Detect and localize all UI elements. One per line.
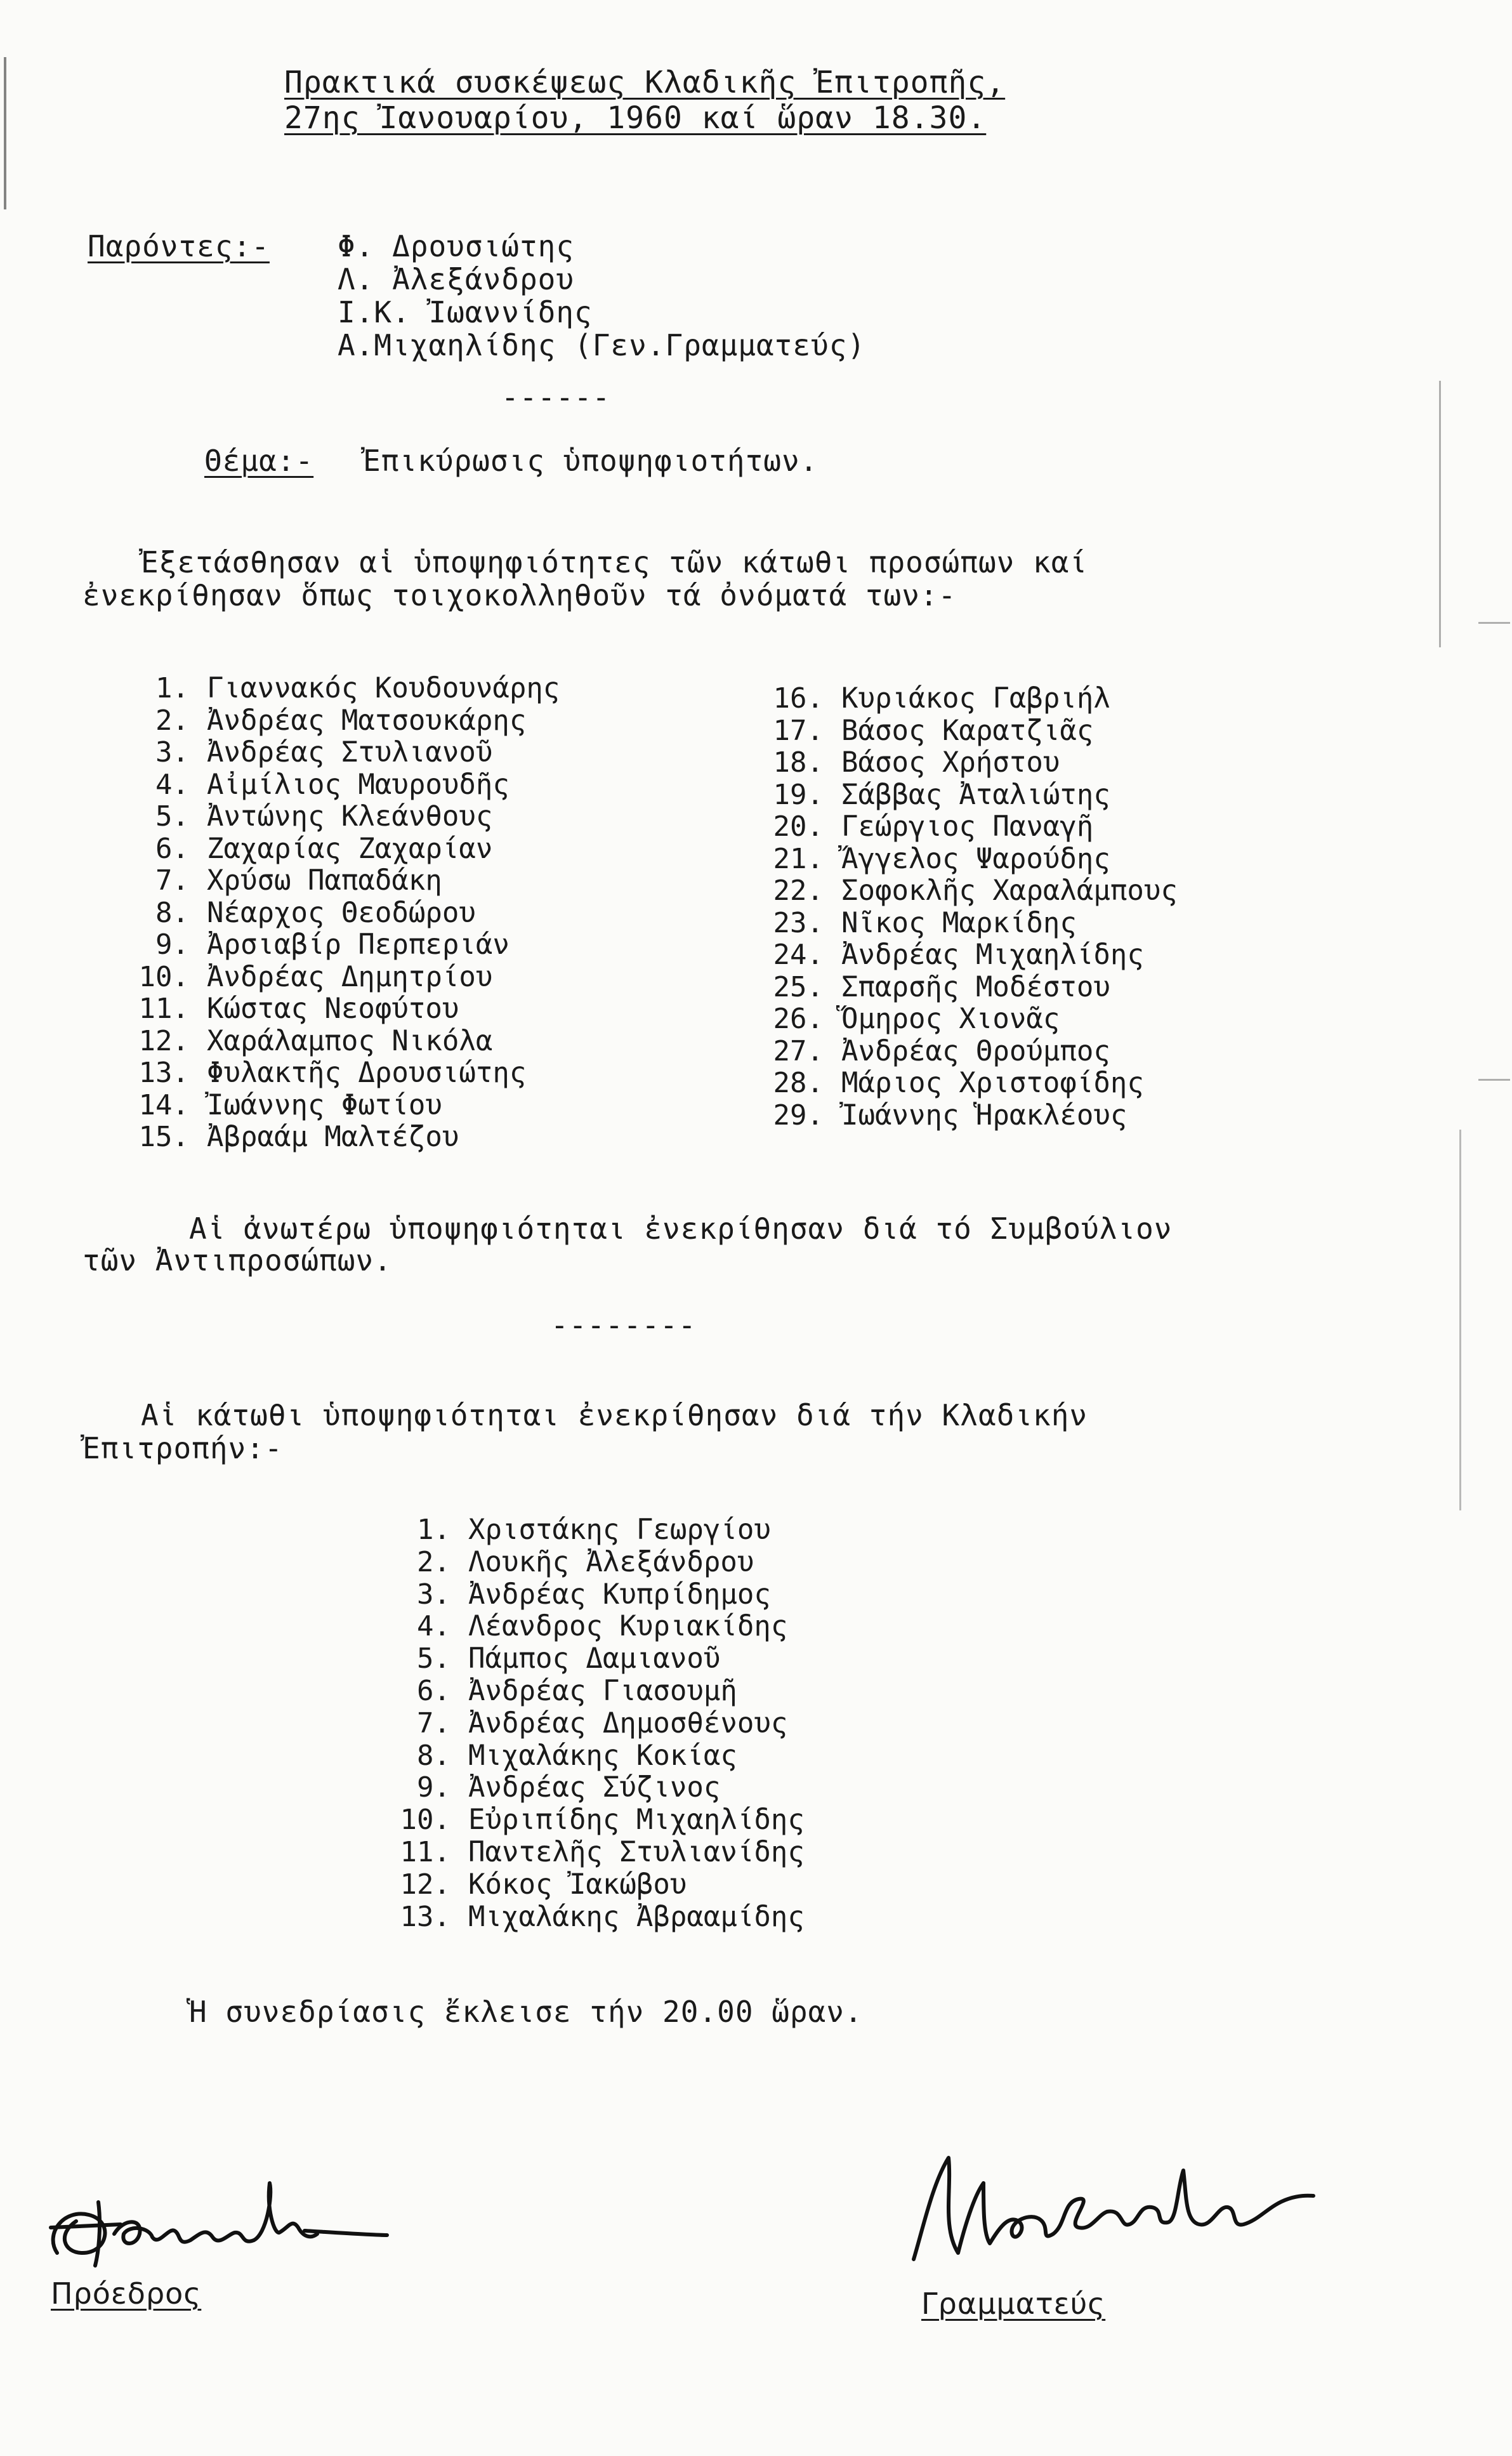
- scan-edge-mark: [1439, 381, 1441, 647]
- present-divider: ------: [501, 380, 611, 414]
- list-item: 4. Λέανδρος Κυριακίδης: [417, 1610, 788, 1643]
- list-item: 16. Κυριάκος Γαβριήλ: [773, 682, 1110, 715]
- signature-drawing: [888, 2132, 1320, 2285]
- candidates-right-list: [760, 683, 1395, 1132]
- list-item: 15. Ἀβραάμ Μαλτέζου: [138, 1121, 459, 1153]
- list-item: 5. Ἀντώνης Κλεάνθους: [155, 800, 493, 833]
- list-item: 24. Ἀνδρέας Μιχαηλίδης: [773, 939, 1144, 971]
- closing-text: Ἡ συνεδρίασις ἔκλεισε τήν 20.00 ὥραν.: [189, 1995, 863, 2029]
- scan-edge-mark: [1478, 1079, 1510, 1081]
- list-item: 21. Ἄγγελος Ψαρούδης: [773, 842, 1110, 875]
- list-item: 22. Σοφοκλῆς Χαραλάμπους: [773, 875, 1178, 907]
- secretary-label: Γραμματεύς: [921, 2287, 1106, 2321]
- scan-edge-mark: [4, 57, 6, 209]
- present-label: Παρόντες:-: [88, 229, 270, 263]
- present-name: Α.Μιχαηλίδης (Γεν.Γραμματεύς): [338, 328, 866, 362]
- list-item: 19. Σάββας Ἀταλιώτης: [773, 778, 1110, 811]
- candidates-left-list: [126, 673, 709, 1154]
- present-name: Φ. Δρουσιώτης: [338, 229, 575, 263]
- signature-drawing: [38, 2158, 393, 2285]
- committee-list: [393, 1514, 964, 1933]
- approval1-line2: τῶν Ἀντιπροσώπων.: [82, 1243, 392, 1278]
- approval1-line1: Αἱ ἀνωτέρω ὑποψηφιότηται ἐνεκρίθησαν διά τό Συμβούλιον: [189, 1211, 1173, 1246]
- list-item: 2. Λουκῆς Ἀλεξάνδρου: [417, 1545, 754, 1578]
- document-title-line2: 27ης Ἰανουαρίου, 1960 καί ὥραν 18.30.: [284, 100, 987, 136]
- list-item: 6. Ζαχαρίας Ζαχαρίαν: [155, 832, 493, 865]
- list-item: 4. Αἰμίλιος Μαυρουδῆς: [155, 768, 509, 801]
- list-item: 18. Βάσος Χρήστου: [773, 746, 1060, 779]
- list-item: 13. Φυλακτῆς Δρουσιώτης: [138, 1057, 527, 1089]
- secretary-signature: [888, 2132, 1320, 2285]
- scan-edge-mark: [1459, 1130, 1461, 1510]
- list-item: 13. Μιχαλάκης Ἀβρααμίδης: [400, 1900, 805, 1933]
- list-item: 1. Γιαννακός Κουδουνάρης: [155, 672, 560, 704]
- scan-edge-mark: [1478, 622, 1510, 624]
- list-item: 26. Ὅμηρος Χιονᾶς: [773, 1003, 1060, 1035]
- present-name: Λ. Ἀλεξάνδρου: [338, 262, 575, 296]
- intro-line1: Ἐξετάσθησαν αἱ ὑποψηφιότητες τῶν κάτωθι προσώπων καί: [141, 545, 1088, 579]
- list-item: 28. Μάριος Χριστοφίδης: [773, 1067, 1144, 1099]
- intro-line2: ἐνεκρίθησαν ὅπως τοιχοκολληθοῦν τά ὀνόματά των:-: [82, 578, 957, 612]
- subject-text: Ἐπικύρωσις ὑποψηφιοτήτων.: [363, 444, 818, 478]
- list-item: 9. Ἀνδρέας Σύζινος: [417, 1771, 721, 1804]
- list-item: 7. Ἀνδρέας Δημοσθένους: [417, 1707, 788, 1740]
- list-item: 20. Γεώργιος Παναγῆ: [773, 810, 1094, 843]
- list-item: 5. Πάμπος Δαμιανοῦ: [417, 1642, 721, 1675]
- chairman-label: Πρόεδρος: [51, 2276, 202, 2311]
- list-item: 14. Ἰωάννης Φωτίου: [138, 1088, 442, 1121]
- list-item: 9. Ἀρσιαβίρ Περπεριάν: [155, 928, 509, 961]
- present-name: Ι.Κ. Ἰωαννίδης: [338, 295, 593, 329]
- list-item: 23. Νῖκος Μαρκίδης: [773, 906, 1077, 939]
- list-item: 10. Ἀνδρέας Δημητρίου: [138, 960, 493, 993]
- list-item: 7. Χρύσω Παπαδάκη: [155, 864, 442, 897]
- list-item: 2. Ἀνδρέας Ματσουκάρης: [155, 704, 527, 737]
- list-item: 1. Χριστάκης Γεωργίου: [417, 1514, 771, 1546]
- list-item: 11. Παντελῆς Στυλιανίδης: [400, 1835, 805, 1868]
- list-item: 3. Ἀνδρέας Κυπρίδημος: [417, 1578, 771, 1611]
- list-item: 12. Χαράλαμπος Νικόλα: [138, 1024, 493, 1057]
- list-item: 8. Νέαρχος Θεοδώρου: [155, 896, 476, 929]
- list-item: 17. Βάσος Καρατζιᾶς: [773, 714, 1094, 747]
- list-item: 10. Εὐριπίδης Μιχαηλίδης: [400, 1804, 805, 1837]
- chairman-signature: [38, 2158, 393, 2285]
- list-item: 29. Ἰωάννης Ἡρακλέους: [773, 1099, 1127, 1132]
- document-title-line1: Πρακτικά συσκέψεως Κλαδικῆς Ἐπιτροπῆς,: [284, 65, 1006, 100]
- approval2-line2: Ἐπιτροπήν:-: [82, 1431, 283, 1465]
- section-divider: --------: [551, 1308, 697, 1342]
- list-item: 27. Ἀνδρέας Θρούμπος: [773, 1034, 1110, 1067]
- list-item: 12. Κόκος Ἰακώβου: [400, 1868, 687, 1901]
- list-item: 6. Ἀνδρέας Γιασουμῆ: [417, 1674, 737, 1707]
- list-item: 25. Σπαρσῆς Μοδέστου: [773, 970, 1110, 1003]
- list-item: 8. Μιχαλάκης Κοκίας: [417, 1739, 737, 1772]
- list-item: 11. Κώστας Νεοφύτου: [138, 993, 459, 1025]
- subject-label: Θέμα:-: [204, 444, 314, 478]
- approval2-line1: Αἱ κάτωθι ὑποψηφιότηται ἐνεκρίθησαν διά τήν Κλαδικήν: [141, 1398, 1088, 1432]
- list-item: 3. Ἀνδρέας Στυλιανοῦ: [155, 736, 493, 769]
